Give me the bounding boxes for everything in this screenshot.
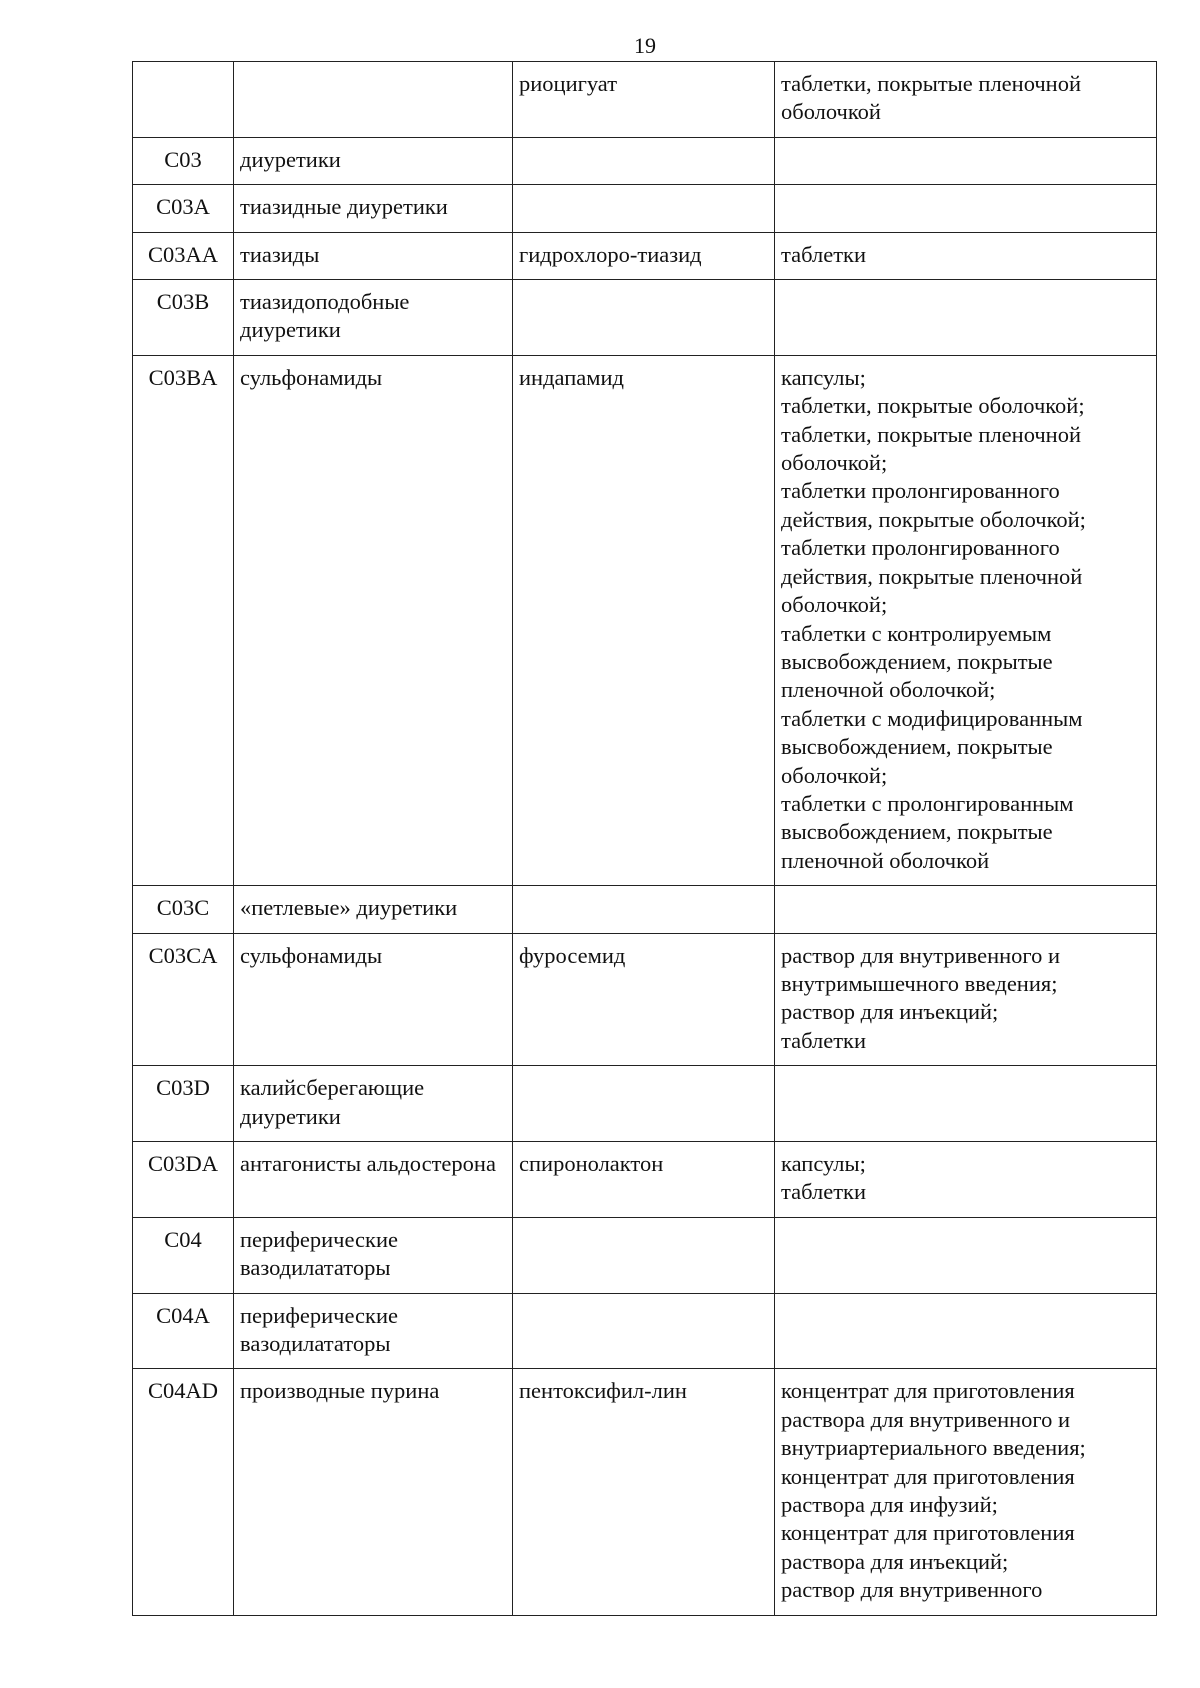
drug-name-cell	[513, 1066, 775, 1142]
dosage-form: таблетки с контролируемым высвобождением, покрытые пленочной оболочкой;	[781, 620, 1053, 703]
table-row	[133, 355, 1157, 885]
drug-name-cell	[513, 1217, 775, 1293]
dosage-forms-cell	[775, 1369, 1157, 1615]
dosage-form: таблетки, покрытые пленочной оболочкой;	[781, 421, 1082, 476]
drug-name-cell	[513, 280, 775, 356]
group-name-cell: производные пурина	[234, 1369, 513, 1615]
table-row	[133, 232, 1157, 279]
table-row	[133, 62, 1157, 138]
drug-name-cell	[513, 185, 775, 232]
dosage-form: таблетки	[781, 241, 867, 267]
table-row	[133, 185, 1157, 232]
atc-code-cell: C03	[133, 137, 234, 184]
dosage-form: концентрат для приготовления раствора для внутривенного и внутриартериального введения;	[781, 1378, 1086, 1461]
drug-name-cell: пентоксифил-лин	[513, 1369, 775, 1615]
atc-code-cell: C03A	[133, 185, 234, 232]
dosage-forms-cell	[775, 1293, 1157, 1369]
dosage-form: таблетки	[781, 1179, 867, 1205]
table-row	[133, 886, 1157, 933]
drug-name-cell	[513, 1293, 775, 1369]
drug-name-cell: индапамид	[513, 355, 775, 885]
atc-code-cell: C03DA	[133, 1142, 234, 1218]
drug-name-cell: гидрохлоро-тиазид	[513, 232, 775, 279]
atc-code-cell: C03C	[133, 886, 234, 933]
dosage-form: таблетки, покрытые оболочкой;	[781, 393, 1085, 419]
atc-code-cell: C04AD	[133, 1369, 234, 1615]
dosage-forms-cell	[775, 280, 1157, 356]
group-name-cell	[234, 62, 513, 138]
dosage-form: таблетки, покрытые пленочной оболочкой	[781, 71, 1082, 125]
table-row	[133, 280, 1157, 356]
atc-code-cell: C04A	[133, 1293, 234, 1369]
group-name-cell: периферические вазодилататоры	[234, 1293, 513, 1369]
dosage-form: концентрат для приготовления раствора для инфузий;	[781, 1463, 1075, 1518]
dosage-forms-cell	[775, 62, 1157, 138]
group-name-cell: диуретики	[234, 137, 513, 184]
dosage-form: раствор для внутривенного и внутримышечного введения;	[781, 942, 1061, 996]
table-row	[133, 1369, 1157, 1615]
dosage-forms-cell	[775, 232, 1157, 279]
table-row	[133, 137, 1157, 184]
dosage-form: капсулы;	[781, 364, 866, 390]
atc-code-cell: C03CA	[133, 933, 234, 1066]
group-name-cell: антагонисты альдостерона	[234, 1142, 513, 1218]
drug-table	[132, 61, 1157, 1616]
table-body	[133, 62, 1157, 1616]
dosage-forms-cell	[775, 1142, 1157, 1218]
table-row	[133, 1066, 1157, 1142]
dosage-forms-cell	[775, 933, 1157, 1066]
atc-code-cell: C03AA	[133, 232, 234, 279]
dosage-forms-cell	[775, 886, 1157, 933]
dosage-form: таблетки пролонгированного действия, покрытые оболочкой;	[781, 478, 1086, 532]
atc-code-cell	[133, 62, 234, 138]
dosage-form: таблетки пролонгированного действия, покрытые пленочной оболочкой;	[781, 535, 1083, 618]
group-name-cell: тиазиды	[234, 232, 513, 279]
dosage-forms-cell	[775, 1066, 1157, 1142]
table-row	[133, 1293, 1157, 1369]
dosage-form: раствор для внутривенного	[781, 1577, 1043, 1603]
drug-name-cell	[513, 886, 775, 933]
dosage-form: капсулы;	[781, 1151, 866, 1176]
atc-code-cell: C04	[133, 1217, 234, 1293]
table-row	[133, 1142, 1157, 1218]
dosage-forms-cell	[775, 355, 1157, 885]
group-name-cell: «петлевые» диуретики	[234, 886, 513, 933]
dosage-form: раствор для инъекций;	[781, 999, 999, 1025]
atc-code-cell: C03B	[133, 280, 234, 356]
atc-code-cell: C03BA	[133, 355, 234, 885]
drug-name-cell: фуросемид	[513, 933, 775, 1066]
dosage-form: таблетки	[781, 1027, 867, 1053]
dosage-forms-cell	[775, 137, 1157, 184]
dosage-forms-cell	[775, 1217, 1157, 1293]
atc-code-cell: C03D	[133, 1066, 234, 1142]
dosage-form: концентрат для приготовления раствора для инъекций;	[781, 1520, 1075, 1574]
dosage-form: таблетки с пролонгированным высвобождением, покрытые пленочной оболочкой	[781, 790, 1074, 873]
drug-name-cell	[513, 137, 775, 184]
drug-name-cell: риоцигуат	[513, 62, 775, 138]
dosage-form: таблетки с модифицированным высвобождением, покрытые оболочкой;	[781, 705, 1083, 788]
group-name-cell: тиазидоподобные диуретики	[234, 280, 513, 356]
group-name-cell: тиазидные диуретики	[234, 185, 513, 232]
drug-name-cell: спиронолактон	[513, 1142, 775, 1218]
table-row	[133, 1217, 1157, 1293]
page-number: 19	[634, 33, 656, 58]
group-name-cell: калийсберегающие диуретики	[234, 1066, 513, 1142]
group-name-cell: периферические вазодилататоры	[234, 1217, 513, 1293]
dosage-forms-cell	[775, 185, 1157, 232]
group-name-cell: сульфонамиды	[234, 355, 513, 885]
table-row	[133, 933, 1157, 1066]
group-name-cell: сульфонамиды	[234, 933, 513, 1066]
